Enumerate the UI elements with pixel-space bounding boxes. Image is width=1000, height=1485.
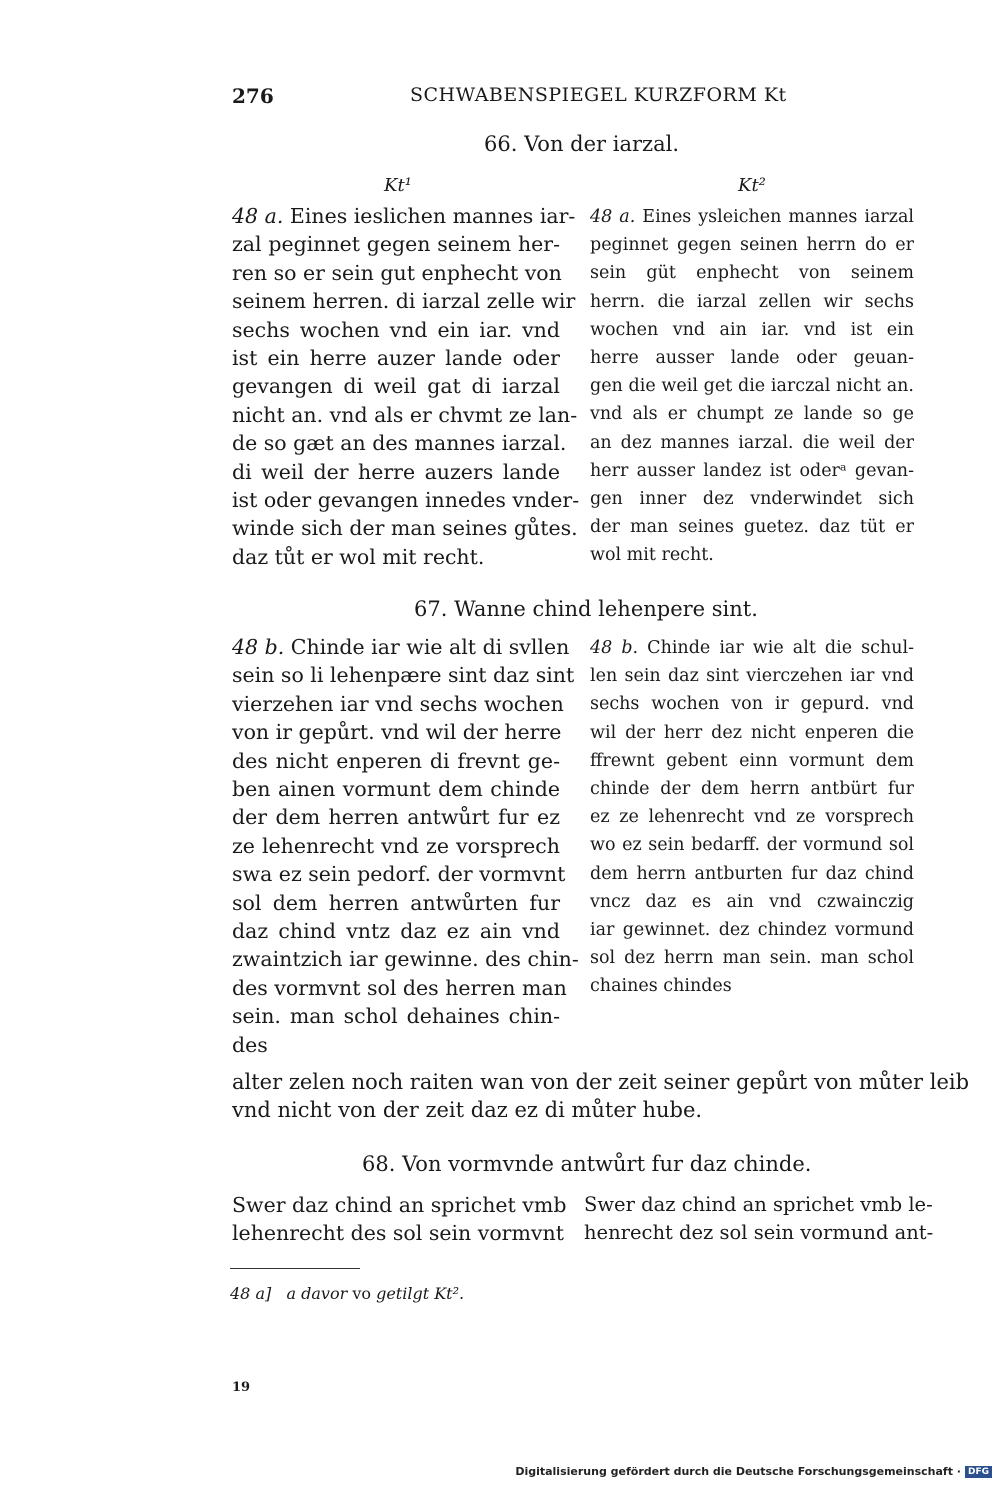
text-line: chaines chindes bbox=[590, 976, 732, 997]
text-line: di weil der herre auzers lande bbox=[232, 459, 560, 484]
page-number: 276 bbox=[232, 84, 274, 108]
text-line: iar gewinnet. dez chindez vormund bbox=[590, 920, 914, 941]
text-line: lehenrecht des sol sein vormvnt bbox=[232, 1221, 564, 1246]
text-line: chinde der dem herrn antbürt fur bbox=[590, 779, 914, 800]
text-line: winde sich der man seines gůtes. bbox=[232, 516, 578, 541]
text-line: der dem herren antwůrt fur ez bbox=[232, 805, 560, 830]
text-line: len sein daz sint vierczehen iar vnd bbox=[590, 666, 914, 687]
text-line: ffrewnt gebent einn vormunt dem bbox=[590, 750, 914, 771]
section-title-66: 66. Von der iarzal. bbox=[484, 132, 679, 156]
text-line: 48 a. Eines ieslichen mannes iar- bbox=[232, 204, 576, 228]
text-line: des bbox=[232, 1032, 268, 1057]
right-column-s68 bbox=[584, 1191, 934, 1248]
text-line: sol dez herrn man sein. man schol bbox=[590, 948, 914, 969]
section-title-67: 67. Wanne chind lehenpere sint. bbox=[414, 597, 758, 621]
text-line: dem herrn antburten fur daz chind bbox=[590, 863, 914, 884]
text-line: daz chind vntz daz ez ain vnd bbox=[232, 919, 560, 944]
text-line: sein güt enphecht von seinem bbox=[590, 263, 914, 284]
column-head-kt1: Kt¹ bbox=[384, 175, 412, 196]
section-title-68: 68. Von vormvnde antwůrt fur daz chinde. bbox=[362, 1152, 812, 1176]
text-line: 48 a. Eines ysleichen mannes iarzal bbox=[590, 207, 914, 227]
text-line: ist ein herre auzer lande oder bbox=[232, 346, 560, 371]
text-line: zwaintzich iar gewinne. des chin- bbox=[232, 947, 579, 972]
text-line: swa ez sein pedorf. der vormvnt bbox=[232, 862, 566, 887]
footnote-ref: 48 a] bbox=[230, 1284, 272, 1303]
text-line: vnd nicht von der zeit daz ez di můter hube. bbox=[232, 1098, 703, 1123]
text-line: zal peginnet gegen seinem her- bbox=[232, 232, 560, 257]
text-line: gevangen di weil gat di iarzal bbox=[232, 374, 560, 399]
text-line: ben ainen vormunt dem chinde bbox=[232, 777, 560, 802]
paragraph-number: 48 b. bbox=[232, 635, 285, 659]
text-line: sol dem herren antwůrten fur bbox=[232, 890, 560, 915]
paragraph-number: 48 a. bbox=[590, 207, 636, 227]
text-line: des vormvnt sol des herren man bbox=[232, 975, 567, 1000]
column-head-kt2: Kt² bbox=[738, 175, 766, 196]
text-line: ist oder gevangen innedes vnder- bbox=[232, 488, 580, 513]
text-line: herrn. die iarzal zellen wir sechs bbox=[590, 291, 914, 312]
text-line: vnd als er chumpt ze lande so ge bbox=[590, 404, 914, 425]
text-line: an dez mannes iarzal. die weil der bbox=[590, 432, 914, 453]
text-line: Swer daz chind an sprichet vmb le- bbox=[584, 1193, 933, 1216]
text-line: vierzehen iar vnd sechs wochen bbox=[232, 691, 564, 716]
paragraph-number: 48 b. bbox=[590, 638, 639, 658]
text-line: gen inner dez vnderwindet sich bbox=[590, 489, 914, 510]
paragraph-number: 48 a. bbox=[232, 204, 284, 228]
text-line: Swer daz chind an sprichet vmb bbox=[232, 1193, 567, 1217]
text-line: des nicht enperen di frevnt ge- bbox=[232, 748, 560, 773]
signature-mark: 19 bbox=[232, 1380, 251, 1395]
footnote bbox=[230, 1284, 464, 1303]
left-column-s66 bbox=[232, 202, 580, 571]
text-line: ze lehenrecht vnd ze vorsprech bbox=[232, 833, 560, 858]
text-line: herr ausser landez ist oderᵃ gevan- bbox=[590, 460, 914, 481]
text-line: der man seines guetez. daz tüt er bbox=[590, 517, 914, 538]
right-column-s66 bbox=[590, 203, 914, 570]
dfg-logo: DFG bbox=[965, 1466, 992, 1478]
text-line: nicht an. vnd als er chvmt ze lan- bbox=[232, 402, 578, 427]
text-line: gen die weil get die iarczal nicht an. bbox=[590, 376, 914, 397]
footnote-tail: getilgt Kt². bbox=[376, 1284, 465, 1303]
left-column-s68 bbox=[232, 1191, 567, 1248]
text-line: wol mit recht. bbox=[590, 545, 714, 566]
text-line: de so gæt an des mannes iarzal. bbox=[232, 431, 567, 456]
funding-notice bbox=[515, 1465, 992, 1478]
text-line: seinem herren. di iarzal zelle wir bbox=[232, 289, 576, 314]
text-line: wil der herr dez nicht enperen die bbox=[590, 722, 914, 743]
text-line: ez ze lehenrecht vnd ze vorsprech bbox=[590, 807, 914, 828]
text-line: daz tůt er wol mit recht. bbox=[232, 544, 485, 569]
right-column-s67 bbox=[590, 634, 914, 1001]
footnote-lemma: a davor bbox=[286, 1284, 348, 1303]
text-line: wochen vnd ain iar. vnd ist ein bbox=[590, 319, 914, 340]
full-width-text-s67 bbox=[232, 1068, 970, 1125]
text-line: ren so er sein gut enphecht von bbox=[232, 260, 562, 285]
running-head: SCHWABENSPIEGEL KURZFORM Kt bbox=[410, 84, 787, 106]
funding-text: Digitalisierung gefördert durch die Deutsche Forschungsgemeinschaft · bbox=[515, 1465, 961, 1478]
text-line: sein. man schol dehaines chin- bbox=[232, 1004, 560, 1029]
text-line: 48 b. Chinde iar wie alt di svllen bbox=[232, 635, 570, 659]
footnote-text: vo bbox=[347, 1284, 377, 1303]
text-line: peginnet gegen seinen herrn do er bbox=[590, 235, 914, 256]
text-line: wo ez sein bedarff. der vormund sol bbox=[590, 835, 914, 856]
text-line: sein so li lehenpære sint daz sint bbox=[232, 663, 575, 688]
left-column-s67 bbox=[232, 633, 579, 1059]
text-line: herre ausser lande oder geuan- bbox=[590, 348, 914, 369]
text-line: 48 b. Chinde iar wie alt die schul- bbox=[590, 638, 914, 658]
text-line: sechs wochen von ir gepurd. vnd bbox=[590, 694, 914, 715]
footnote-rule bbox=[230, 1268, 360, 1269]
text-line: henrecht dez sol sein vormund ant- bbox=[584, 1221, 934, 1245]
text-line: sechs wochen vnd ein iar. vnd bbox=[232, 317, 560, 342]
text-line: alter zelen noch raiten wan von der zeit seiner gepůrt von můter leib bbox=[232, 1070, 970, 1094]
text-line: von ir gepůrt. vnd wil der herre bbox=[232, 720, 562, 745]
text-line: vncz daz es ain vnd czwainczig bbox=[590, 891, 914, 912]
